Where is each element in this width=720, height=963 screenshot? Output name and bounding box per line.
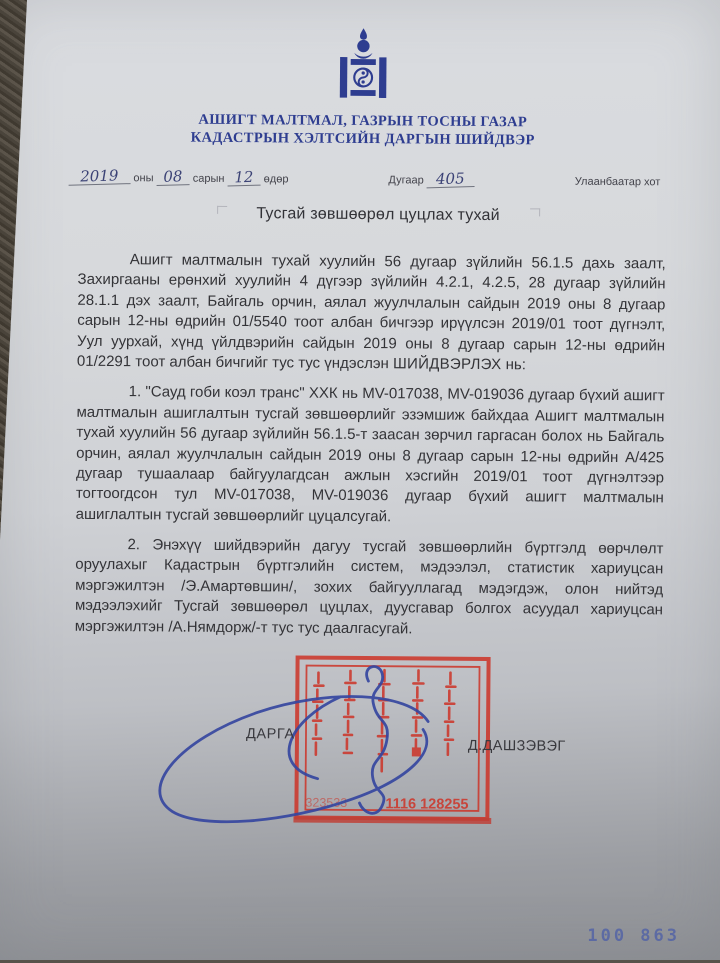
date-month-handwritten: 08 bbox=[156, 169, 190, 186]
body-text bbox=[75, 250, 666, 642]
doc-type-line: КАДАСТРЫН ХЭЛТСИЙН ДАРГЫН ШИЙДВЭР bbox=[190, 129, 535, 149]
title-row bbox=[2, 203, 720, 227]
date-year-handwritten: 2019 bbox=[68, 168, 130, 186]
stamp-register-number: 323533 bbox=[305, 795, 348, 810]
signer-name: Д.ДАШЗЭВЭГ bbox=[467, 737, 566, 755]
dateline bbox=[68, 166, 661, 190]
clause-2-paragraph: 2. Энэхүү шийдвэрийн дагуу тусгай зөвшөөрлийн бүртгэлд өөрчлөлт оруулахыг Кадастрын бүртгэлийн систем, мэдээлэл, статистик хариуцсан мэргэжилтэн /Э.Амартөвшин/, зохих байгууллагад мэдэгдэж, олон нийтэд мэдээлэхийг Тусгай зөвшөөрөл цуцлах, дуусгавар болгох асуудал хариуцсан мэргэжилтэн /А.Нямдорж/-т тус тус даалгасугай. bbox=[74, 536, 664, 638]
intro-text-2: нь: bbox=[501, 356, 527, 374]
corner-mark-right bbox=[530, 208, 540, 216]
clause-1-paragraph: 1. "Сауд гоби коэл транс" ХХК нь MV-017038, MV-019036 дугаар бүхий ашигт малтмалын ашиглалтын тусгай зөвшөөрлийг эзэмшиж байхдаа Ашигт малтмалын тухай хуулийн 56 дугаар зүйлийн 56.1.5-т заасан зөрчил гаргасан болох нь Байгаль орчин, аялал жуулчлалын сайдын 2019 оны 8 дугаар сарын 12-ны өдрийн А/425 дугаар тушаалаар байгуулагдсан ажлын хэсгийн 2019/01 тоот дүгнэлтээр тогтоогдсон тул MV-017038, MV-019036 дугаар бүхий ашигт малтмалын ашиглалтын тусгай зөвшөөрлийг цуцалсугай. bbox=[75, 383, 665, 525]
signature-block bbox=[0, 646, 719, 864]
letterhead bbox=[3, 109, 720, 151]
corner-mark-left bbox=[217, 206, 227, 214]
signature-scribble bbox=[127, 659, 458, 842]
intro-text-1: Ашигт малтмалын тухай хуулийн 56 дугаар зүйлийн 56.1.5 дахь заалт, Захиргааны ерөнхий хуулийн 4 дүгээр зүйлийн 4.2.1, 4.2.5, 28 дугаар зүйлийн 28.1.1 дэх заалт, Байгаль орчин, аялал жуулчлалын сайдын 2019 оны 8 дугаар сарын 12-ны өдрийн 01/5540 тоот албан бичгээр ирүүлсэн 2019/01 тоот дүгнэлт, Уул уурхай, хүнд үйлдвэрийн сайдын 2019 оны 8 дугаар сарын 12-ны өдрийн 01/2291 тоот албан бичгийг тус тус үндэслэн bbox=[76, 251, 666, 373]
date-month-label: сарын bbox=[192, 172, 225, 185]
intro-paragraph bbox=[77, 250, 666, 377]
stamp-serial-number: 1116 128255 bbox=[385, 796, 469, 813]
doc-number-handwritten: 405 bbox=[427, 171, 475, 188]
date-group bbox=[68, 166, 289, 187]
date-day-label: өдөр bbox=[263, 173, 289, 186]
doc-number-group bbox=[388, 171, 475, 188]
org-name-line: АШИГТ МАЛТМАЛ, ГАЗРЫН ТОСНЫ ГАЗАР bbox=[198, 111, 528, 131]
doc-number-label: Дугаар bbox=[388, 174, 424, 187]
city-label: Улаанбаатар хот bbox=[574, 175, 661, 189]
date-year-label: оны bbox=[133, 172, 154, 185]
document-title: Тусгай зөвшөөрөл цуцлах тухай bbox=[256, 205, 500, 225]
intro-emphasis: ШИЙДВЭРЛЭХ bbox=[392, 355, 502, 374]
date-day-handwritten: 12 bbox=[227, 170, 261, 187]
page-number-stamp: 100 863 bbox=[587, 926, 680, 946]
soyombo-emblem-icon bbox=[334, 26, 393, 100]
signer-role-label: ДАРГА bbox=[245, 726, 295, 743]
emblem-wrap bbox=[3, 23, 720, 108]
